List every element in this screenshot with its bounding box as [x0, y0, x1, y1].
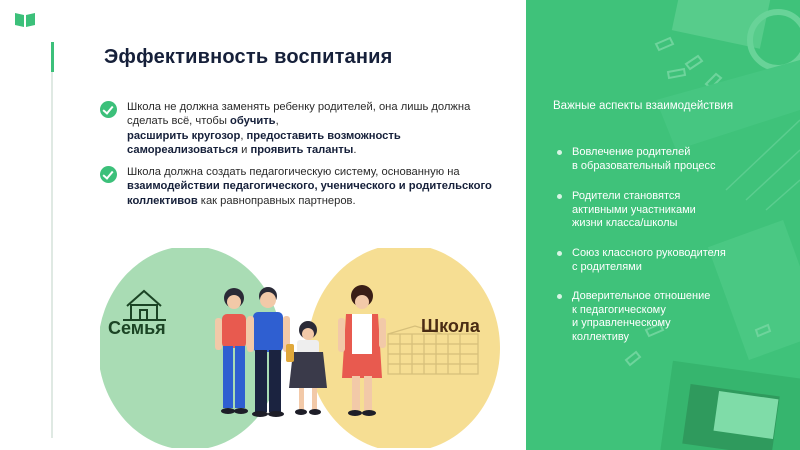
- aspects-title: Важные аспекты взаимодействия: [553, 100, 734, 112]
- aspect-item: [557, 190, 787, 231]
- bullet-segment: предоставить возможность самореализоваться: [127, 129, 401, 157]
- bullet-segment: ,: [240, 129, 247, 142]
- divider-line: [51, 42, 53, 438]
- bullet-dot-icon: [557, 150, 562, 155]
- bullet-segment: Школа должна создать педагогическую систему, основанную на: [127, 166, 460, 178]
- aspect-text: Вовлечение родителей в образовательный процесс: [572, 146, 716, 172]
- aspect-text: Союз классного руководителя с родителями: [572, 247, 726, 273]
- divider-accent: [51, 42, 54, 72]
- bullet-dot-icon: [557, 251, 562, 256]
- aspects-panel: [526, 0, 800, 450]
- check-icon: [100, 101, 117, 118]
- bullet-item: [100, 100, 500, 158]
- bullet-segment: .: [353, 144, 357, 157]
- family-label: Семья: [108, 318, 166, 338]
- venn-diagram: [100, 248, 500, 448]
- bullet-dot-icon: [557, 194, 562, 199]
- aspect-text: Родители становятся активными участниками жизни класса/школы: [572, 190, 696, 229]
- aspect-item: [557, 247, 787, 274]
- bullet-text: [127, 165, 500, 208]
- school-label: Школа: [421, 316, 480, 336]
- bullet-segment: расширить кругозор: [127, 129, 241, 142]
- bullet-segment: как равноправных партнеров.: [197, 194, 356, 207]
- bullet-segment: обучить: [230, 115, 276, 128]
- bullet-segment: ,: [275, 115, 279, 128]
- book-logo-icon: [14, 12, 36, 28]
- aspect-item: [557, 290, 787, 344]
- aspect-item: [557, 146, 787, 173]
- bullet-segment: взаимодействии педагогического, ученического и родительского коллективов: [127, 180, 492, 207]
- aspect-text: Доверительное отношение к педагогическому и управленческому коллективу: [572, 290, 711, 343]
- bullet-text: [127, 100, 500, 158]
- bullet-item: [100, 165, 500, 208]
- bullet-dot-icon: [557, 294, 562, 299]
- bullet-segment: и: [237, 144, 251, 157]
- bullet-segment: проявить таланты: [250, 144, 354, 157]
- page-title: Эффективность воспитания: [104, 46, 393, 68]
- bullet-segment: Школа не должна заменять ребенку родителей, она лишь должна сделать всё, чтобы: [127, 101, 471, 128]
- check-icon: [100, 166, 117, 183]
